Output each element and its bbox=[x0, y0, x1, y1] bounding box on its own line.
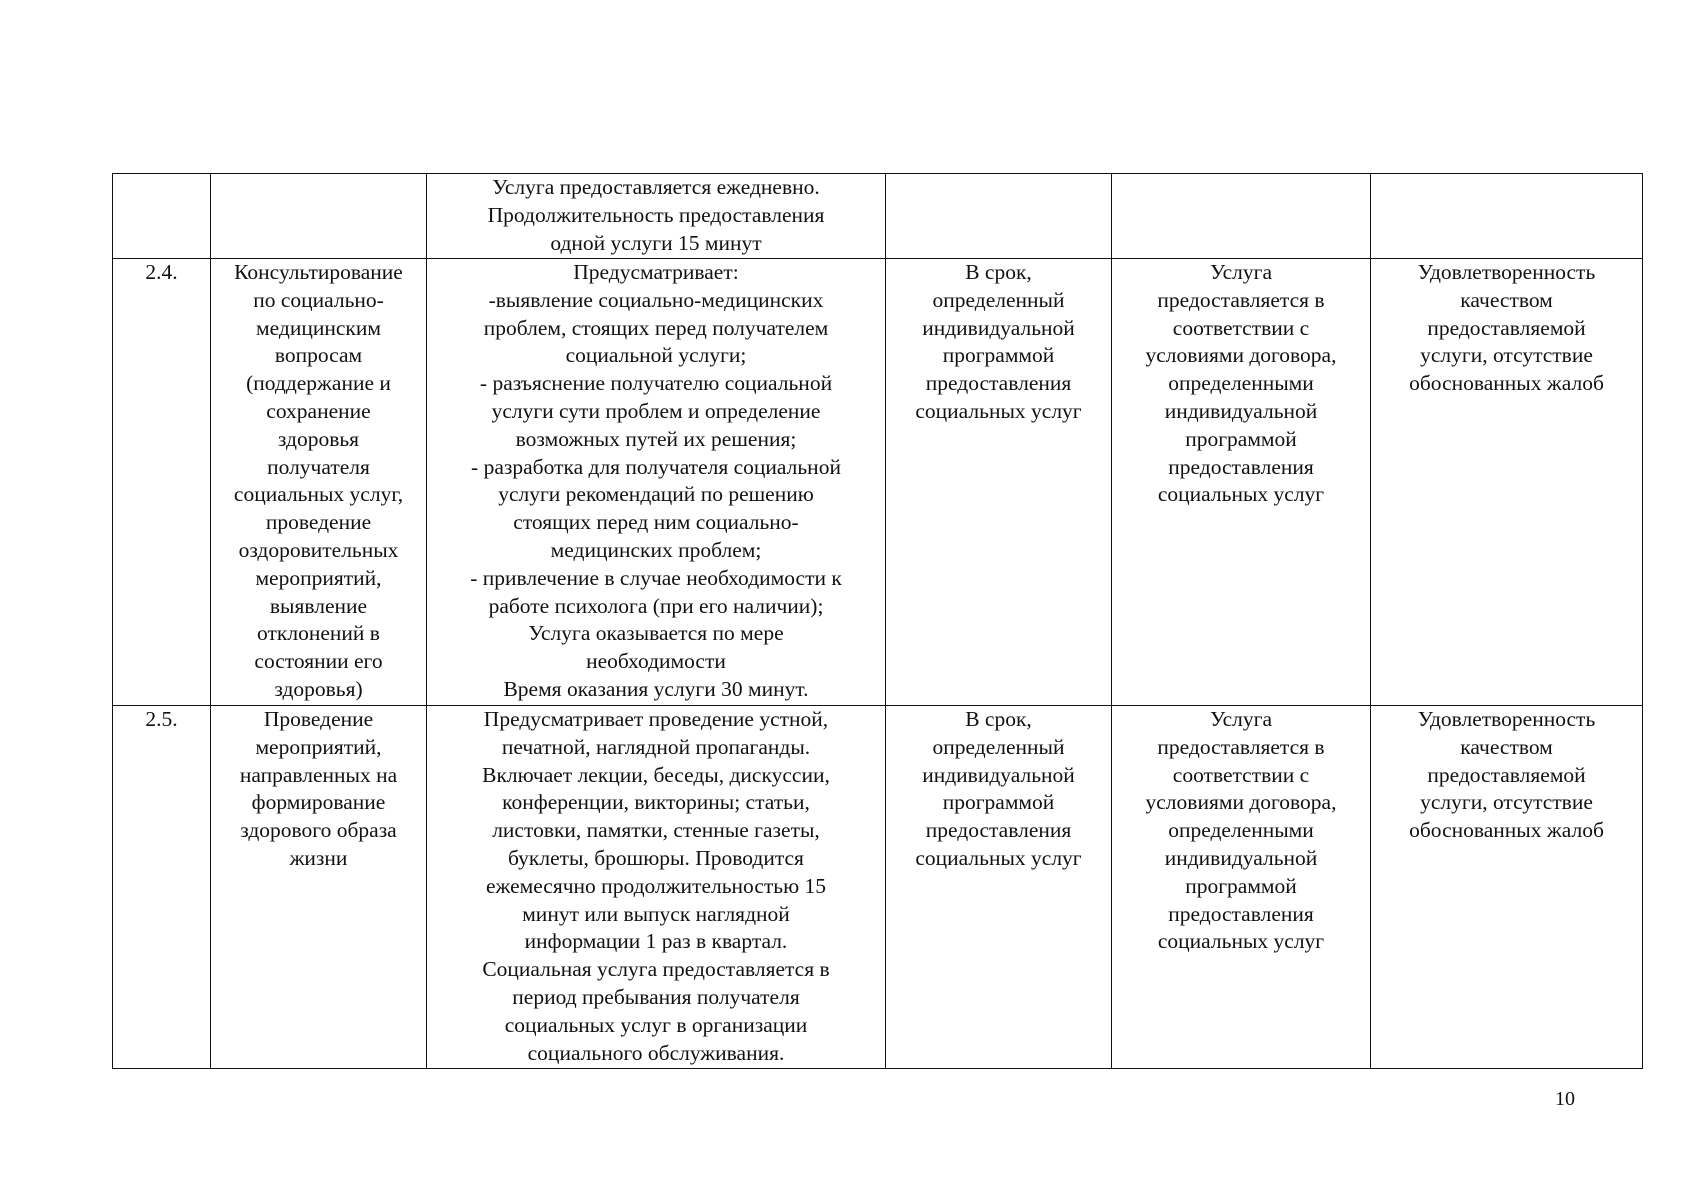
cell-result: Удовлетворенность качеством предоставляемой услуги, отсутствие обоснованных жалоб bbox=[1371, 259, 1643, 706]
cell-service-name bbox=[211, 174, 427, 259]
cell-description: Предусматривает: -выявление социально-медицинских проблем, стоящих перед получателем социальной услуги; - разъяснение получателю социальной услуги сути проблем и определение возможных путей их решения; - разработка для получателя социальной услуги рекомендаций по решению стоящих перед ним социально- медицинских проблем; - привлечение в случае необходимости к работе психолога (при его наличии); Услуга оказывается по мере необходимости Время оказания услуги 30 минут. bbox=[427, 259, 886, 706]
page-number: 10 bbox=[1555, 1088, 1575, 1110]
cell-conditions: Услуга предоставляется в соответствии с условиями договора, определенными индивидуальной программой предоставления социальных услуг bbox=[1112, 706, 1371, 1069]
cell-number: 2.5. bbox=[113, 706, 211, 1069]
cell-description: Услуга предоставляется ежедневно. Продолжительность предоставления одной услуги 15 минут bbox=[427, 174, 886, 259]
cell-term: В срок, определенный индивидуальной программой предоставления социальных услуг bbox=[886, 259, 1112, 706]
cell-term bbox=[886, 174, 1112, 259]
cell-description: Предусматривает проведение устной, печатной, наглядной пропаганды. Включает лекции, беседы, дискуссии, конференции, викторины; статьи, листовки, памятки, стенные газеты, буклеты, брошюры. Проводится ежемесячно продолжительностью 15 минут или выпуск наглядной информации 1 раз в квартал. Социальная услуга предоставляется в период пребывания получателя социальных услуг в организации социального обслуживания. bbox=[427, 706, 886, 1069]
cell-conditions: Услуга предоставляется в соответствии с условиями договора, определенными индивидуальной программой предоставления социальных услуг bbox=[1112, 259, 1371, 706]
cell-term: В срок, определенный индивидуальной программой предоставления социальных услуг bbox=[886, 706, 1112, 1069]
table-row bbox=[113, 706, 1643, 1069]
cell-result: Удовлетворенность качеством предоставляемой услуги, отсутствие обоснованных жалоб bbox=[1371, 706, 1643, 1069]
cell-conditions bbox=[1112, 174, 1371, 259]
table-row bbox=[113, 259, 1643, 706]
cell-result bbox=[1371, 174, 1643, 259]
cell-number bbox=[113, 174, 211, 259]
cell-number: 2.4. bbox=[113, 259, 211, 706]
table-row-continuation bbox=[113, 174, 1643, 259]
services-table bbox=[112, 173, 1643, 1069]
cell-service-name: Консультирование по социально- медицинским вопросам (поддержание и сохранение здоровья получателя социальных услуг, проведение оздоровительных мероприятий, выявление отклонений в состоянии его здоровья) bbox=[211, 259, 427, 706]
cell-service-name: Проведение мероприятий, направленных на формирование здорового образа жизни bbox=[211, 706, 427, 1069]
